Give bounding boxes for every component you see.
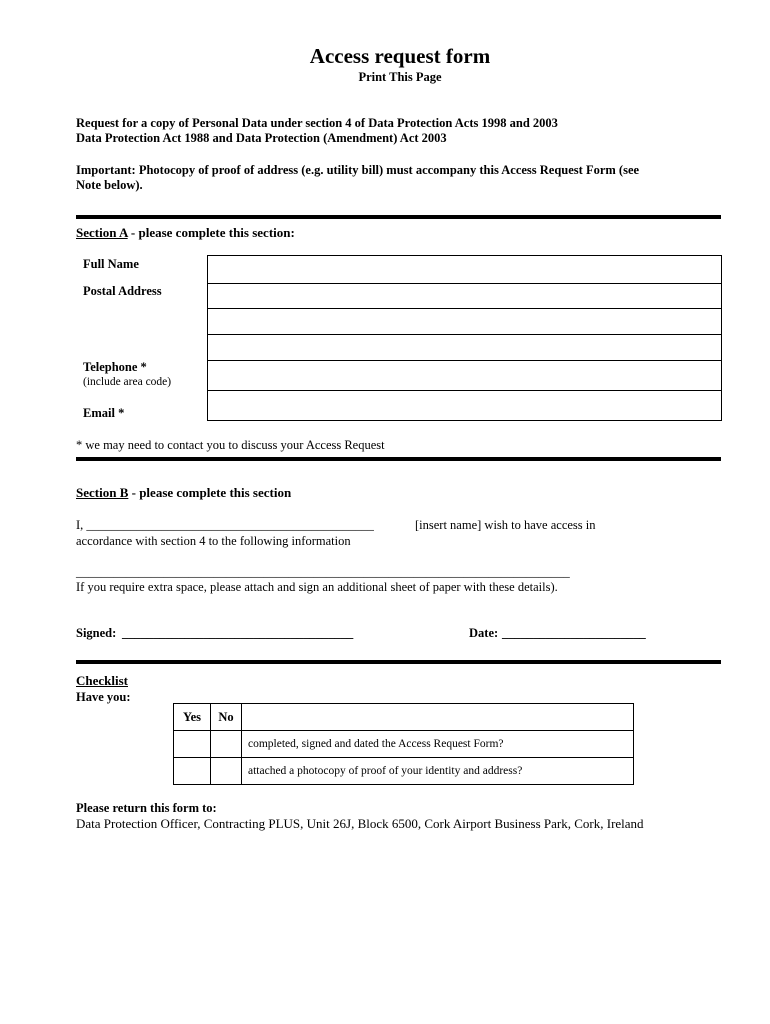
yes-checkbox[interactable] [174,758,211,785]
full-name-label: Full Name [83,257,139,271]
important-note-line-2: Note below). [76,178,143,192]
return-heading: Please return this form to: [76,801,217,815]
section-a-heading-text: - please complete this section: [127,225,295,240]
page-title: Access request form [309,44,491,68]
checklist-row [174,731,634,758]
telephone-label: Telephone * [83,360,147,374]
postal-address-field-2[interactable] [208,309,721,334]
insert-name-text: [insert name] wish to have access in [415,518,596,532]
section-a-form-box [207,255,722,421]
return-address: Data Protection Officer, Contracting PLUS, Unit 26J, Block 6500, Cork Airport Business Park, Cork, Ireland [76,816,644,831]
checklist-heading: Checklist [76,673,128,688]
intro-line-2: Data Protection Act 1988 and Data Protection (Amendment) Act 2003 [76,131,447,145]
signed-label: Signed: [76,626,117,640]
section-a-heading-label: Section A [76,225,128,240]
postal-address-field-3[interactable] [208,335,721,360]
date-line[interactable]: _______________________ [502,626,646,640]
section-b-heading-text: - please complete this section [128,485,292,500]
checklist-item-text: completed, signed and dated the Access Request Form? [242,731,634,758]
postal-address-field-1[interactable] [208,284,721,308]
no-column-header: No [211,704,242,731]
signature-line[interactable]: _____________________________________ [122,626,354,640]
email-field[interactable] [208,391,721,421]
important-note-line-1: Important: Photocopy of proof of address (e.g. utility bill) must accompany this Access Request Form (see [76,163,640,177]
divider-rule [76,215,721,219]
item-column-header [242,704,634,731]
intro-line-1: Request for a copy of Personal Data under section 4 of Data Protection Acts 1998 and 2003 [76,116,558,130]
postal-address-label: Postal Address [83,284,162,298]
no-checkbox[interactable] [211,758,242,785]
print-page-link[interactable]: Print This Page [358,70,442,84]
telephone-note: (include area code) [83,376,172,388]
section-a-heading [76,225,295,241]
contact-footnote: * we may need to contact you to discuss your Access Request [76,438,385,452]
no-checkbox[interactable] [211,731,242,758]
section-b-heading [76,485,291,501]
access-info-text: accordance with section 4 to the following information [76,534,351,548]
email-label: Email * [83,406,125,420]
yes-column-header: Yes [174,704,211,731]
checklist-header-row [174,704,634,731]
full-name-field[interactable] [208,256,721,283]
date-label: Date: [469,626,499,640]
checklist-item-text: attached a photocopy of proof of your identity and address? [242,758,634,785]
checklist-row [174,758,634,785]
divider-rule [76,457,721,461]
extra-space-note: If you require extra space, please attach and sign an additional sheet of paper with these details). [76,580,558,594]
checklist-table [173,703,634,785]
have-you-label: Have you: [76,690,131,704]
divider-rule [76,660,721,664]
telephone-field[interactable] [208,361,721,390]
yes-checkbox[interactable] [174,731,211,758]
section-b-heading-label: Section B [76,485,129,500]
name-fill-line[interactable]: I, ______________________________________________ [76,518,374,532]
information-fill-line[interactable]: _______________________________________________________________________________ [76,565,570,579]
